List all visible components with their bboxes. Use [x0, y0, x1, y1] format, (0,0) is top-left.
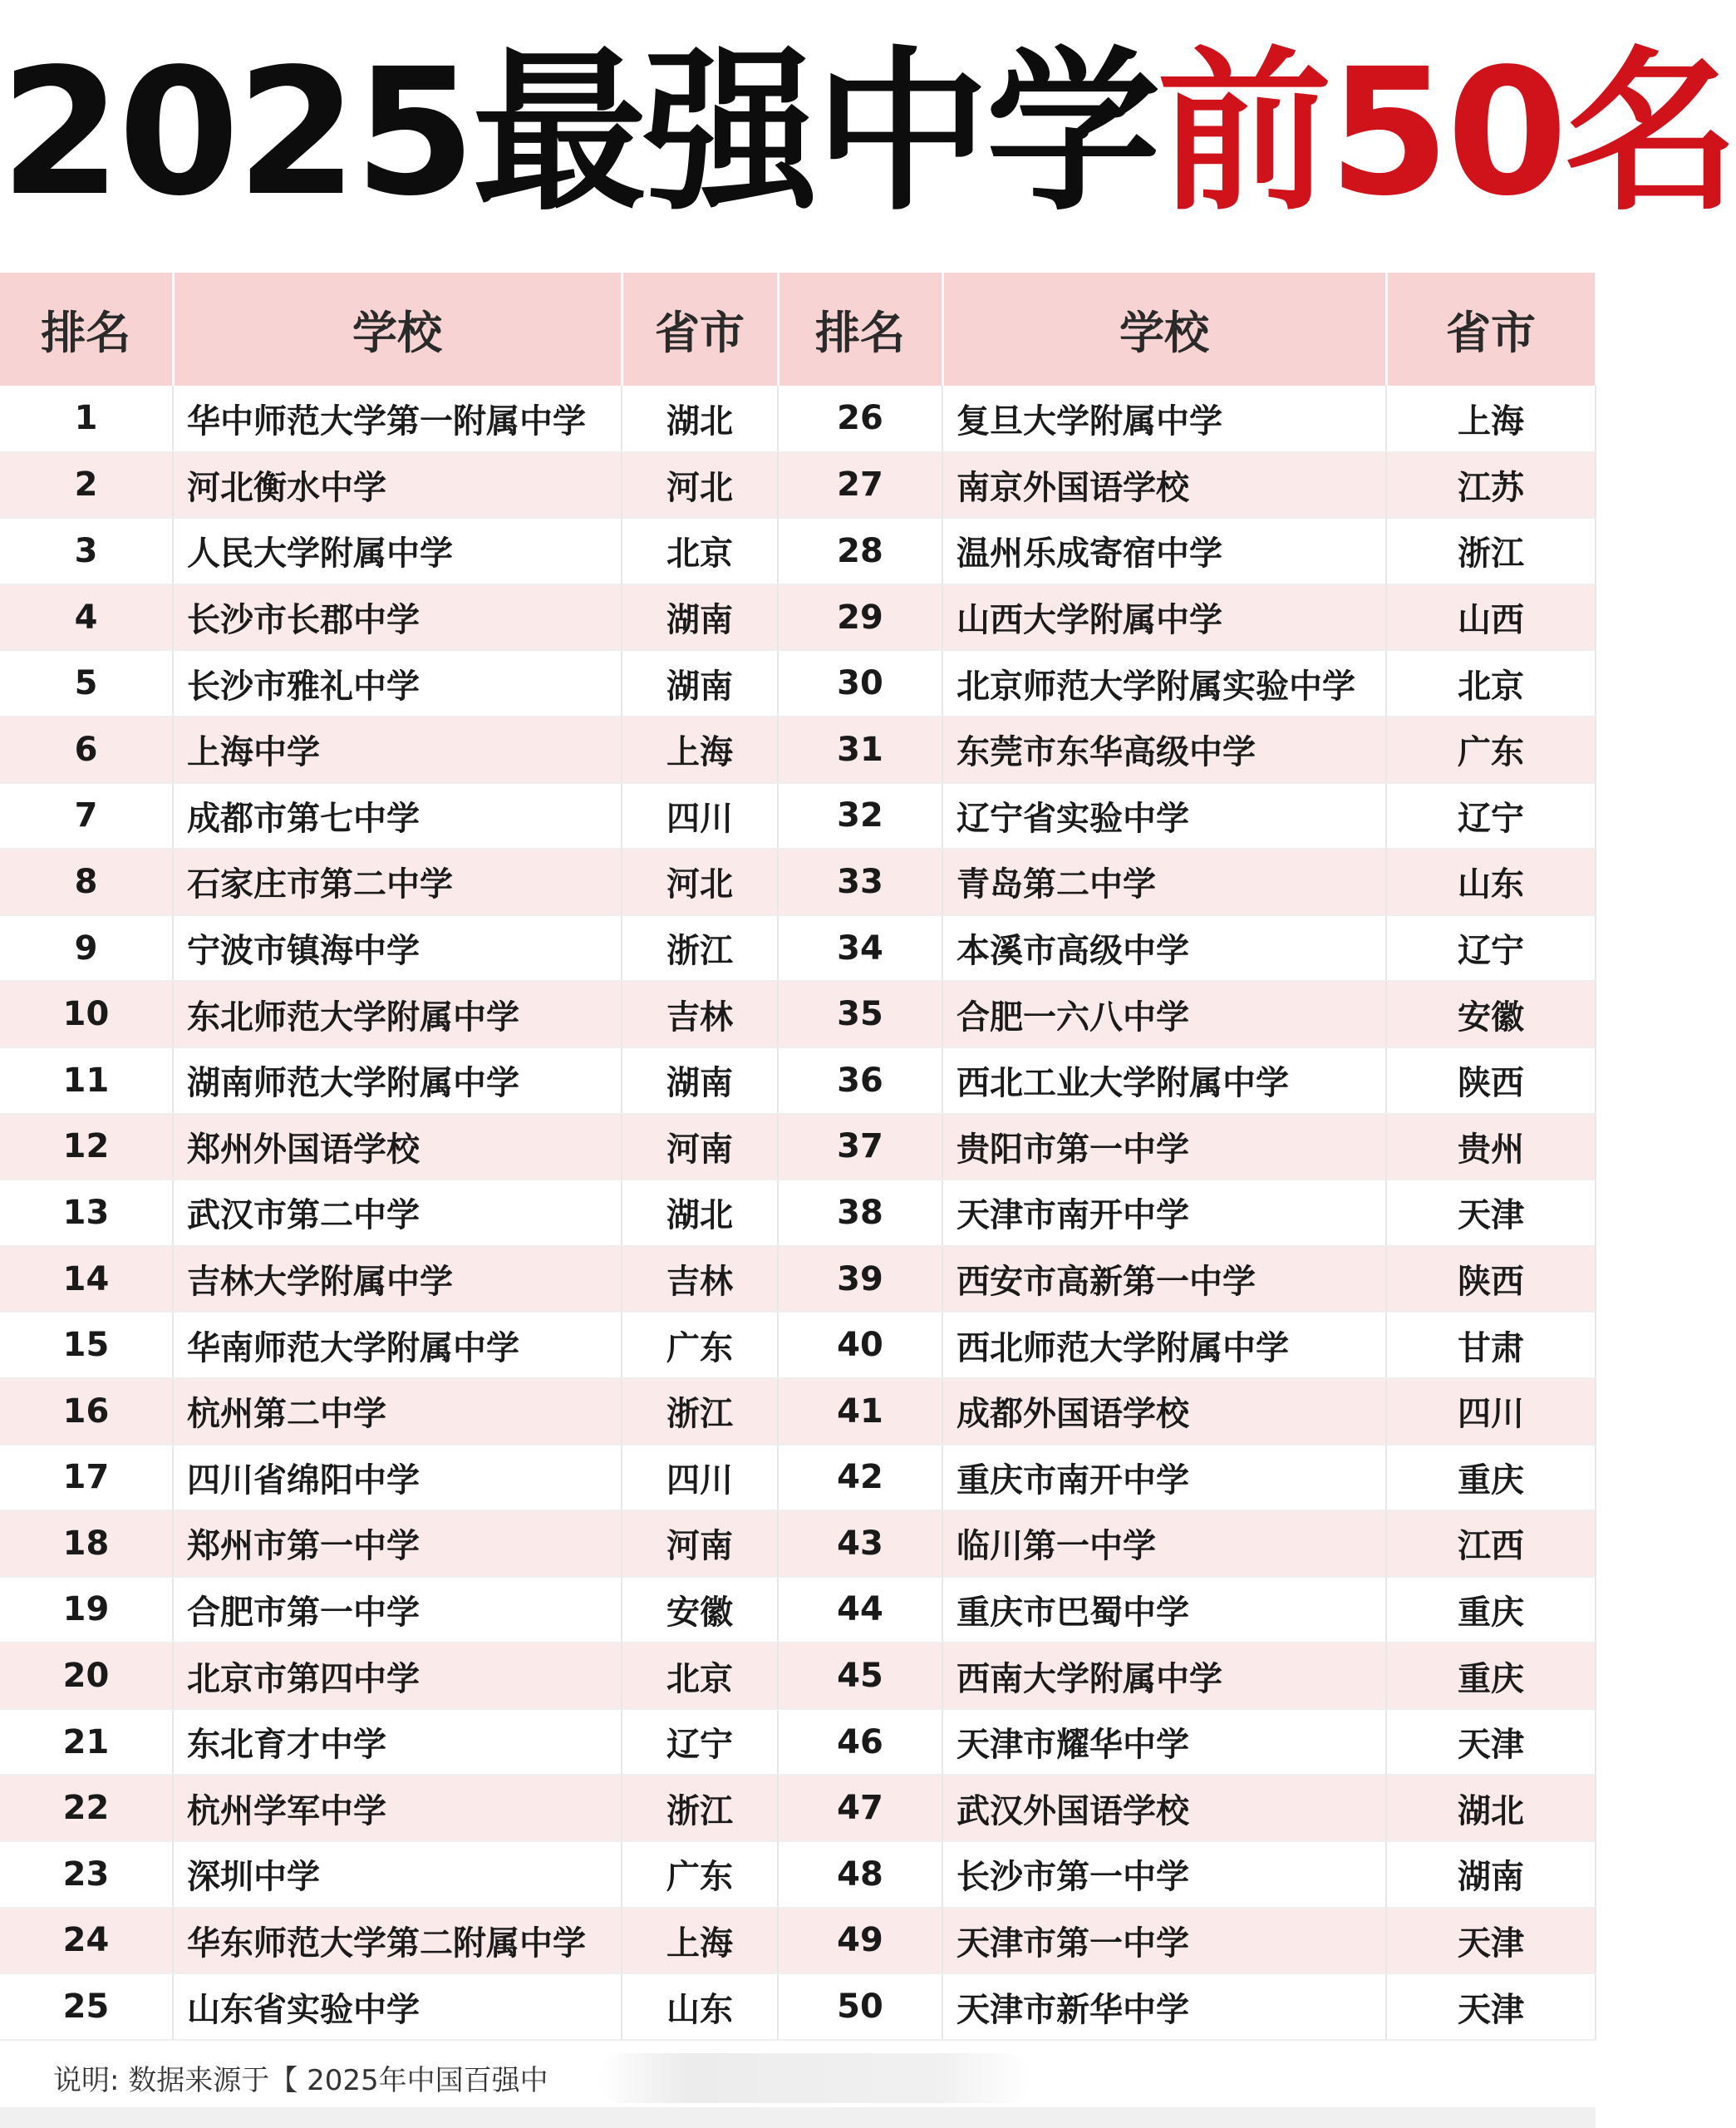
table-row — [0, 783, 1596, 850]
school-cell: 华中师范大学第一附属中学 — [173, 386, 622, 452]
rank-cell: 27 — [778, 452, 942, 519]
school-cell: 天津市耀华中学 — [942, 1709, 1386, 1776]
rank-cell: 45 — [778, 1643, 942, 1709]
rank-cell: 22 — [0, 1775, 173, 1841]
table-row — [0, 1908, 1596, 1974]
province-cell: 北京 — [622, 518, 778, 584]
school-cell: 吉林大学附属中学 — [173, 1246, 622, 1313]
table-row — [0, 1577, 1596, 1643]
page-title — [0, 31, 1736, 234]
rank-cell: 41 — [778, 1378, 942, 1445]
school-cell: 合肥市第一中学 — [173, 1577, 622, 1643]
school-cell: 南京外国语学校 — [942, 452, 1386, 519]
title-highlight: 前50名 — [1157, 31, 1736, 234]
province-cell: 湖北 — [622, 386, 778, 452]
table-row — [0, 518, 1596, 584]
school-cell: 杭州第二中学 — [173, 1378, 622, 1445]
province-cell: 天津 — [1386, 1709, 1596, 1776]
school-cell: 天津市新华中学 — [942, 1973, 1386, 2040]
school-cell: 郑州市第一中学 — [173, 1510, 622, 1577]
school-cell: 成都外国语学校 — [942, 1378, 1386, 1445]
header-province-left: 省市 — [622, 273, 778, 386]
province-cell: 江西 — [1386, 1510, 1596, 1577]
school-cell: 人民大学附属中学 — [173, 518, 622, 584]
table-row — [0, 1246, 1596, 1313]
rank-cell: 25 — [0, 1973, 173, 2040]
rank-cell: 7 — [0, 783, 173, 850]
rank-cell: 38 — [778, 1180, 942, 1246]
rank-cell: 33 — [778, 849, 942, 915]
source-note: 说明: 数据来源于【 2025年中国百强中 — [53, 2064, 548, 2097]
province-cell: 山西 — [1386, 584, 1596, 651]
province-cell: 河南 — [622, 1114, 778, 1180]
rank-cell: 15 — [0, 1312, 173, 1378]
school-cell: 长沙市长郡中学 — [173, 584, 622, 651]
rank-cell: 14 — [0, 1246, 173, 1313]
school-cell: 四川省绵阳中学 — [173, 1445, 622, 1511]
school-cell: 成都市第七中学 — [173, 783, 622, 850]
table-row — [0, 1445, 1596, 1511]
province-cell: 重庆 — [1386, 1643, 1596, 1709]
province-cell: 广东 — [1386, 717, 1596, 783]
table-row — [0, 1775, 1596, 1841]
rank-cell: 42 — [778, 1445, 942, 1511]
table-row — [0, 1047, 1596, 1114]
rank-cell: 21 — [0, 1709, 173, 1776]
rank-cell: 16 — [0, 1378, 173, 1445]
school-cell: 石家庄市第二中学 — [173, 849, 622, 915]
table-row — [0, 1114, 1596, 1180]
table-row — [0, 717, 1596, 783]
rank-cell: 9 — [0, 915, 173, 982]
rank-cell: 36 — [778, 1047, 942, 1114]
province-cell: 陕西 — [1386, 1246, 1596, 1313]
school-cell: 辽宁省实验中学 — [942, 783, 1386, 850]
rank-cell: 4 — [0, 584, 173, 651]
table-row — [0, 452, 1596, 519]
province-cell: 北京 — [622, 1643, 778, 1709]
rank-cell: 47 — [778, 1775, 942, 1841]
table-row — [0, 1643, 1596, 1709]
ranking-table — [0, 273, 1597, 2041]
table-row — [0, 1973, 1596, 2040]
school-cell: 北京师范大学附属实验中学 — [942, 650, 1386, 717]
school-cell: 华东师范大学第二附属中学 — [173, 1908, 622, 1974]
school-cell: 天津市南开中学 — [942, 1180, 1386, 1246]
rank-cell: 35 — [778, 981, 942, 1047]
title-main: 2025最强中学 — [0, 31, 1158, 234]
rank-cell: 44 — [778, 1577, 942, 1643]
province-cell: 湖北 — [1386, 1775, 1596, 1841]
school-cell: 贵阳市第一中学 — [942, 1114, 1386, 1180]
rank-cell: 6 — [0, 717, 173, 783]
province-cell: 河北 — [622, 452, 778, 519]
school-cell: 东莞市东华高级中学 — [942, 717, 1386, 783]
header-school-left: 学校 — [173, 273, 622, 386]
rank-cell: 23 — [0, 1841, 173, 1908]
province-cell: 湖南 — [622, 1047, 778, 1114]
header-province-right: 省市 — [1386, 273, 1596, 386]
rank-cell: 49 — [778, 1908, 942, 1974]
school-cell: 西北师范大学附属中学 — [942, 1312, 1386, 1378]
rank-cell: 46 — [778, 1709, 942, 1776]
province-cell: 四川 — [622, 783, 778, 850]
table-row — [0, 849, 1596, 915]
rank-cell: 20 — [0, 1643, 173, 1709]
school-cell: 东北育才中学 — [173, 1709, 622, 1776]
school-cell: 本溪市高级中学 — [942, 915, 1386, 982]
province-cell: 湖南 — [1386, 1841, 1596, 1908]
rank-cell: 40 — [778, 1312, 942, 1378]
rank-cell: 50 — [778, 1973, 942, 2040]
province-cell: 吉林 — [622, 1246, 778, 1313]
rank-cell: 43 — [778, 1510, 942, 1577]
province-cell: 山东 — [622, 1973, 778, 2040]
table-row — [0, 1510, 1596, 1577]
rank-cell: 1 — [0, 386, 173, 452]
province-cell: 浙江 — [622, 915, 778, 982]
province-cell: 天津 — [1386, 1908, 1596, 1974]
table-row — [0, 1180, 1596, 1246]
school-cell: 北京市第四中学 — [173, 1643, 622, 1709]
school-cell: 东北师范大学附属中学 — [173, 981, 622, 1047]
rank-cell: 30 — [778, 650, 942, 717]
rank-cell: 2 — [0, 452, 173, 519]
school-cell: 复旦大学附属中学 — [942, 386, 1386, 452]
province-cell: 北京 — [1386, 650, 1596, 717]
school-cell: 西南大学附属中学 — [942, 1643, 1386, 1709]
school-cell: 西北工业大学附属中学 — [942, 1047, 1386, 1114]
rank-cell: 28 — [778, 518, 942, 584]
school-cell: 杭州学军中学 — [173, 1775, 622, 1841]
province-cell: 贵州 — [1386, 1114, 1596, 1180]
rank-cell: 37 — [778, 1114, 942, 1180]
rank-cell: 32 — [778, 783, 942, 850]
header-rank-left: 排名 — [0, 273, 173, 386]
table-row — [0, 1841, 1596, 1908]
rank-cell: 19 — [0, 1577, 173, 1643]
school-cell: 重庆市南开中学 — [942, 1445, 1386, 1511]
bottom-bar — [0, 2107, 1596, 2128]
school-cell: 重庆市巴蜀中学 — [942, 1577, 1386, 1643]
rank-cell: 24 — [0, 1908, 173, 1974]
table-row — [0, 1312, 1596, 1378]
province-cell: 辽宁 — [1386, 783, 1596, 850]
province-cell: 上海 — [622, 1908, 778, 1974]
table-row — [0, 1378, 1596, 1445]
province-cell: 吉林 — [622, 981, 778, 1047]
rank-cell: 11 — [0, 1047, 173, 1114]
province-cell: 上海 — [622, 717, 778, 783]
school-cell: 临川第一中学 — [942, 1510, 1386, 1577]
province-cell: 陕西 — [1386, 1047, 1596, 1114]
province-cell: 山东 — [1386, 849, 1596, 915]
rank-cell: 29 — [778, 584, 942, 651]
province-cell: 浙江 — [1386, 518, 1596, 584]
watermark-overlay — [598, 2053, 1030, 2103]
province-cell: 广东 — [622, 1841, 778, 1908]
province-cell: 河北 — [622, 849, 778, 915]
school-cell: 长沙市雅礼中学 — [173, 650, 622, 717]
province-cell: 湖南 — [622, 584, 778, 651]
province-cell: 河南 — [622, 1510, 778, 1577]
province-cell: 江苏 — [1386, 452, 1596, 519]
school-cell: 华南师范大学附属中学 — [173, 1312, 622, 1378]
table-row — [0, 386, 1596, 452]
rank-cell: 5 — [0, 650, 173, 717]
header-school-right: 学校 — [942, 273, 1386, 386]
province-cell: 广东 — [622, 1312, 778, 1378]
province-cell: 重庆 — [1386, 1445, 1596, 1511]
school-cell: 山东省实验中学 — [173, 1973, 622, 2040]
province-cell: 浙江 — [622, 1775, 778, 1841]
rank-cell: 13 — [0, 1180, 173, 1246]
rank-cell: 18 — [0, 1510, 173, 1577]
province-cell: 上海 — [1386, 386, 1596, 452]
province-cell: 辽宁 — [1386, 915, 1596, 982]
province-cell: 湖北 — [622, 1180, 778, 1246]
rank-cell: 12 — [0, 1114, 173, 1180]
province-cell: 天津 — [1386, 1180, 1596, 1246]
table-row — [0, 650, 1596, 717]
province-cell: 四川 — [1386, 1378, 1596, 1445]
table-body — [0, 386, 1596, 2040]
school-cell: 宁波市镇海中学 — [173, 915, 622, 982]
province-cell: 安徽 — [1386, 981, 1596, 1047]
header-rank-right: 排名 — [778, 273, 942, 386]
school-cell: 青岛第二中学 — [942, 849, 1386, 915]
school-cell: 武汉外国语学校 — [942, 1775, 1386, 1841]
school-cell: 长沙市第一中学 — [942, 1841, 1386, 1908]
province-cell: 天津 — [1386, 1973, 1596, 2040]
school-cell: 河北衡水中学 — [173, 452, 622, 519]
table-row — [0, 1709, 1596, 1776]
table-row — [0, 981, 1596, 1047]
rank-cell: 3 — [0, 518, 173, 584]
rank-cell: 48 — [778, 1841, 942, 1908]
province-cell: 四川 — [622, 1445, 778, 1511]
school-cell: 武汉市第二中学 — [173, 1180, 622, 1246]
table-row — [0, 584, 1596, 651]
school-cell: 天津市第一中学 — [942, 1908, 1386, 1974]
rank-cell: 26 — [778, 386, 942, 452]
province-cell: 甘肃 — [1386, 1312, 1596, 1378]
table-header-row — [0, 273, 1596, 386]
rank-cell: 31 — [778, 717, 942, 783]
province-cell: 辽宁 — [622, 1709, 778, 1776]
rank-cell: 34 — [778, 915, 942, 982]
school-cell: 温州乐成寄宿中学 — [942, 518, 1386, 584]
rank-cell: 17 — [0, 1445, 173, 1511]
school-cell: 郑州外国语学校 — [173, 1114, 622, 1180]
school-cell: 合肥一六八中学 — [942, 981, 1386, 1047]
province-cell: 安徽 — [622, 1577, 778, 1643]
province-cell: 湖南 — [622, 650, 778, 717]
rank-cell: 10 — [0, 981, 173, 1047]
school-cell: 湖南师范大学附属中学 — [173, 1047, 622, 1114]
school-cell: 深圳中学 — [173, 1841, 622, 1908]
province-cell: 重庆 — [1386, 1577, 1596, 1643]
province-cell: 浙江 — [622, 1378, 778, 1445]
school-cell: 西安市高新第一中学 — [942, 1246, 1386, 1313]
school-cell: 上海中学 — [173, 717, 622, 783]
rank-cell: 8 — [0, 849, 173, 915]
table-row — [0, 915, 1596, 982]
school-cell: 山西大学附属中学 — [942, 584, 1386, 651]
rank-cell: 39 — [778, 1246, 942, 1313]
